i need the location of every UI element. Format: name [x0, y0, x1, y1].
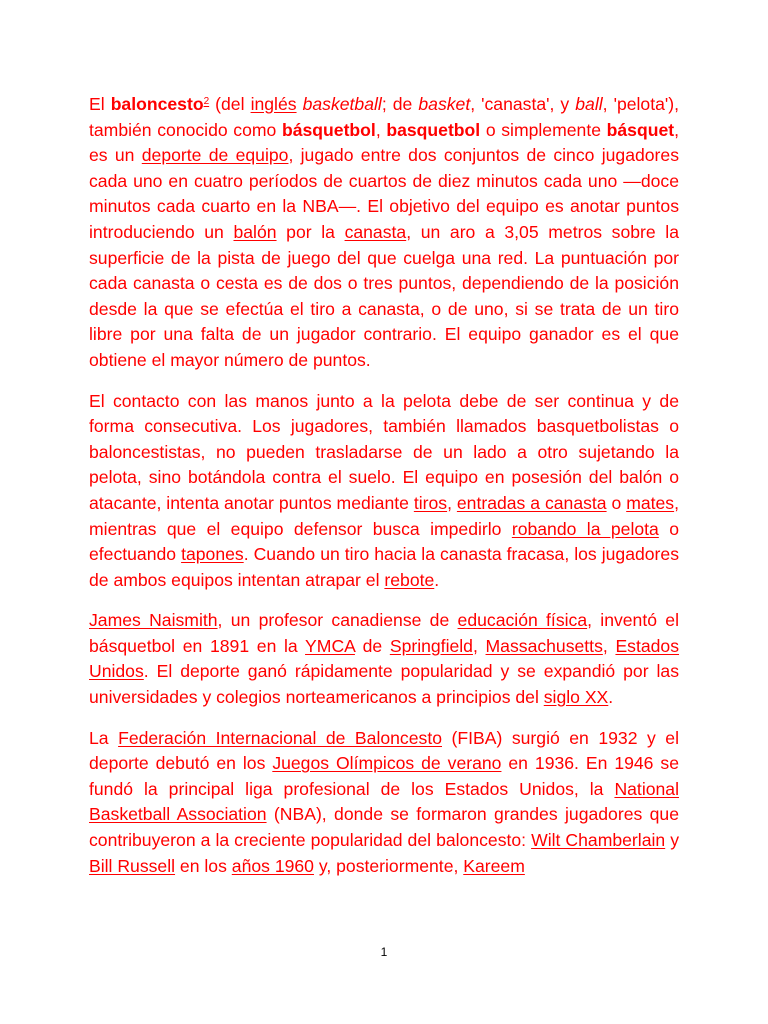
hyperlink[interactable]: educación física [457, 610, 588, 631]
hyperlink[interactable]: tapones [181, 544, 244, 565]
hyperlink[interactable]: Estados Unidos [89, 635, 680, 682]
text-run: y, posteriormente, [313, 855, 464, 876]
text-run: , un aro a 3,05 metros sobre la superficie de la pista de juego del que cuelga una red. La puntuación por cada canasta o cesta es de dos o tres puntos, dependiendo de la posición desde la que se efectúa el tiro a canasta, o de uno, si se trata de un tiro libre por una falta de un jugador contrario. El equipo ganador es el que obtiene el mayor número de puntos. [89, 221, 679, 370]
hyperlink[interactable]: robando la pelota [511, 518, 659, 539]
text-run [607, 120, 674, 140]
text-run [282, 120, 376, 140]
italic-text: basketball [302, 94, 382, 114]
hyperlink[interactable]: mates [626, 492, 675, 513]
text-run: , [447, 492, 457, 513]
text-run: . El deporte ganó rápidamente popularidad y se expandió por las universidades y colegios norteamericanos a principios del [89, 661, 679, 708]
text-run: en los [175, 855, 232, 876]
bold-term: básquetbol [281, 119, 376, 140]
text-run: ; de [381, 94, 419, 114]
hyperlink[interactable]: Wilt Chamberlain [531, 830, 666, 851]
hyperlink[interactable]: Juegos Olímpicos de verano [272, 753, 502, 774]
text-run: o [606, 492, 627, 513]
text-run: (NBA), donde se formaron grandes jugadores que contribuyeron a la creciente popularidad del baloncesto: [89, 804, 679, 851]
bold-term: básquet [606, 119, 675, 140]
text-run: , 'pelota'), también conocido como [89, 94, 679, 140]
text-run: , mientras que el equipo defensor busca impedirlo [89, 492, 679, 539]
hyperlink[interactable]: años 1960 [231, 855, 314, 876]
hyperlink[interactable]: tiros [413, 492, 448, 513]
hyperlink[interactable]: National Basketball Association [89, 778, 679, 825]
text-run: . Cuando un tiro hacia la canasta fracasa, los jugadores de ambos equipos intentan atrapar el [89, 544, 679, 590]
text-run: El [89, 94, 111, 114]
text-run: por la [276, 221, 345, 242]
hyperlink[interactable]: James Naismith [89, 610, 218, 631]
hyperlink[interactable]: Massachusetts [485, 635, 603, 656]
text-run: La [89, 727, 119, 748]
text-run [386, 120, 480, 140]
hyperlink[interactable]: siglo XX [543, 687, 609, 708]
hyperlink[interactable]: deporte de equipo [141, 145, 289, 166]
hyperlink[interactable]: inglés [250, 94, 297, 114]
bold-term: basquetbol [386, 119, 481, 140]
text-run: , jugado entre dos conjuntos de cinco jugadores cada uno en cuatro períodos de cuartos de diez minutos cada uno —doce minutos cada cuarto en la NBA—. El objetivo del equipo es anotar puntos introduciendo un [89, 145, 679, 242]
text-run: El contacto con las manos junto a la pelota debe de ser continua y de forma consecutiva. Los jugadores, también llamados basquetbolistas o baloncestistas, no pueden trasladarse de un lado a otro sujetando la pelota, sino botándola contra el suelo. El equipo en posesión del balón o atacante, intenta anotar puntos mediante [89, 390, 679, 513]
text-run [418, 94, 470, 114]
hyperlink[interactable]: rebote [384, 569, 435, 590]
paragraph-1 [89, 92, 679, 374]
hyperlink[interactable]: Kareem [463, 855, 525, 876]
text-run: , es un [89, 119, 679, 166]
hyperlink[interactable]: entradas a canasta [456, 492, 607, 513]
footnote-link[interactable]: 2 [203, 96, 210, 107]
hyperlink[interactable]: canasta [344, 221, 407, 242]
document-body [89, 92, 679, 879]
text-run [111, 94, 204, 114]
page-number: 1 [380, 945, 388, 959]
italic-text: ball [575, 94, 603, 114]
paragraph-4 [89, 726, 679, 880]
text-run: , [472, 635, 486, 656]
text-run [303, 94, 382, 114]
hyperlink[interactable]: Springfield [389, 635, 473, 656]
text-run: , [375, 119, 387, 140]
italic-text: basket [418, 94, 471, 114]
text-run: , 'canasta', y [470, 94, 576, 114]
text-run: . [434, 569, 440, 590]
text-run: . [608, 687, 614, 708]
hyperlink[interactable]: balón [233, 221, 277, 242]
hyperlink[interactable]: Bill Russell [89, 855, 176, 876]
hyperlink[interactable]: YMCA [305, 635, 355, 656]
text-run: en 1936. En 1946 se fundó la principal liga profesional de los Estados Unidos, la [89, 753, 679, 799]
text-run [575, 94, 602, 114]
text-run: , inventó el básquetbol en 1891 en la [89, 610, 679, 656]
text-run: y [665, 830, 680, 851]
text-run: (FIBA) surgió en 1932 y el deporte debutó en los [89, 727, 679, 774]
text-run: o efectuando [89, 518, 679, 565]
text-run: (del [209, 94, 251, 114]
paragraph-3 [89, 608, 679, 710]
text-run: o simplemente [480, 119, 607, 140]
text-run: , [602, 635, 616, 656]
paragraph-2 [89, 389, 679, 594]
text-run: , un profesor canadiense de [217, 610, 458, 631]
bold-term: baloncesto [110, 94, 204, 114]
text-run: de [354, 635, 390, 656]
hyperlink[interactable]: Federación Internacional de Baloncesto [118, 727, 442, 748]
